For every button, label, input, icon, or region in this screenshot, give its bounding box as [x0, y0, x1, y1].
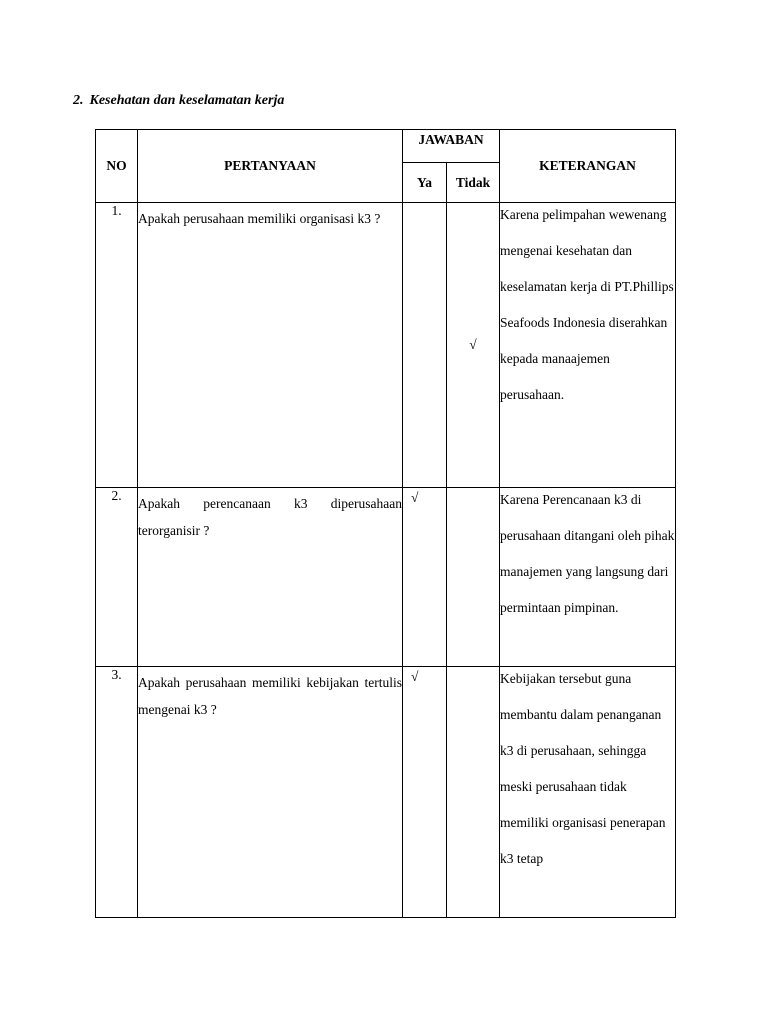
question-text: Apakah perusahaan memiliki kebijakan tertulis mengenai k3 ? [138, 675, 402, 717]
row-number: 2. [96, 488, 138, 667]
header-keterangan: KETERANGAN [500, 130, 676, 203]
check-mark-ya: √ [411, 490, 419, 505]
section-heading [73, 93, 284, 109]
row-answer-ya [403, 667, 447, 918]
table-row [96, 488, 676, 667]
header-ya: Ya [403, 163, 447, 203]
keterangan-text: Karena pelimpahan wewenang mengenai kesehatan dan keselamatan kerja di PT.Phillips Seafoods Indonesia diserahkan kepada manaajemen perusahaan. [500, 207, 674, 402]
row-answer-tidak [447, 203, 500, 488]
question-text: Apakah perusahaan memiliki organisasi k3 ? [138, 211, 381, 226]
header-no: NO [96, 130, 138, 203]
row-number: 1. [96, 203, 138, 488]
row-answer-tidak [447, 667, 500, 918]
table-row [96, 667, 676, 918]
row-question [138, 667, 403, 918]
row-question [138, 488, 403, 667]
section-title: Kesehatan dan keselamatan kerja [89, 93, 285, 108]
k3-questionnaire-table [95, 129, 676, 918]
row-keterangan [500, 488, 676, 667]
table-header-row [96, 130, 676, 163]
row-answer-ya [403, 203, 447, 488]
row-number: 3. [96, 667, 138, 918]
keterangan-text: Kebijakan tersebut guna membantu dalam penanganan k3 di perusahaan, sehingga meski perusahaan tidak memiliki organisasi penerapan k3 tetap [500, 671, 666, 866]
table-row [96, 203, 676, 488]
header-tidak: Tidak [447, 163, 500, 203]
check-mark-ya [403, 203, 446, 205]
header-pertanyaan: PERTANYAAN [138, 130, 403, 203]
check-mark-ya: √ [411, 669, 419, 684]
check-mark-tidak: √ [469, 337, 477, 352]
row-keterangan [500, 203, 676, 488]
row-answer-ya [403, 488, 447, 667]
row-answer-tidak [447, 488, 500, 667]
row-question [138, 203, 403, 488]
header-jawaban: JAWABAN [403, 130, 500, 163]
question-text: Apakah perencanaan k3 diperusahaan terorganisir ? [138, 496, 402, 538]
keterangan-text: Karena Perencanaan k3 di perusahaan ditangani oleh pihak manajemen yang langsung dari permintaan pimpinan. [500, 492, 675, 615]
row-keterangan [500, 667, 676, 918]
section-number: 2. [73, 93, 84, 108]
